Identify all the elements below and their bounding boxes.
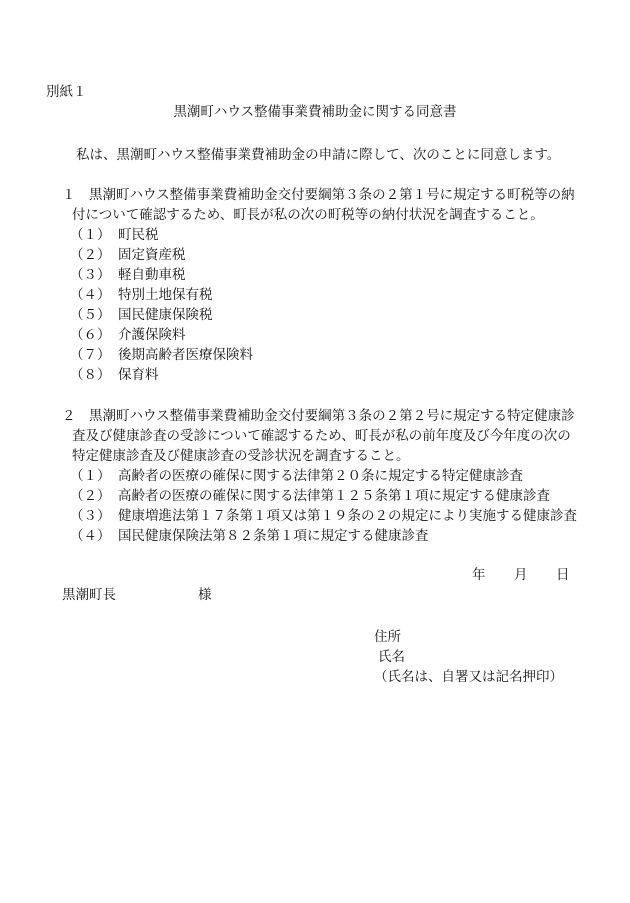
date-month-label: 月 xyxy=(514,567,528,583)
addressee-honorific: 様 xyxy=(198,587,212,603)
section-1-item-text: 特別土地保有税 xyxy=(118,287,213,303)
section-1-item-text: 介護保険料 xyxy=(118,327,186,343)
name-label: 氏名 xyxy=(378,649,405,665)
section-1-line-1: １ 黒潮町ハウス整備事業費補助金交付要綱第３条の２第１号に規定する町税等の納 xyxy=(62,187,575,203)
section-2-line-1: ２ 黒潮町ハウス整備事業費補助金交付要綱第３条の２第２号に規定する特定健康診 xyxy=(62,408,575,424)
section-2-item-num: （２） xyxy=(70,488,111,504)
signature-note: （氏名は、自署又は記名押印） xyxy=(374,669,563,685)
section-2-item-num: （４） xyxy=(70,528,111,544)
section-1-line-2: 付について確認するため、町長が私の次の町税等の納付状況を調査すること。 xyxy=(72,207,544,223)
section-2-item-text: 健康増進法第１７条第１項又は第１９条の２の規定により実施する健康診査 xyxy=(118,508,577,524)
section-1-item-text: 国民健康保険税 xyxy=(118,307,213,323)
section-2-item-text: 国民健康保険法第８２条第１項に規定する健康診査 xyxy=(118,528,429,544)
section-1-item-num: （１） xyxy=(70,227,111,243)
addressee: 黒潮町長 xyxy=(62,587,116,603)
section-1-item-text: 後期高齢者医療保険料 xyxy=(118,347,253,363)
section-1-item-text: 固定資産税 xyxy=(118,247,186,263)
document-title: 黒潮町ハウス整備事業費補助金に関する同意書 xyxy=(173,104,457,120)
section-1-item-num: （６） xyxy=(70,327,111,343)
section-2-item-num: （３） xyxy=(70,508,111,524)
section-1-item-num: （５） xyxy=(70,307,111,323)
intro-paragraph: 私は、黒潮町ハウス整備事業費補助金の申請に際して、次のことに同意します。 xyxy=(76,147,561,163)
section-1-item-num: （８） xyxy=(70,367,111,383)
section-2-line-3: 特定健康診査及び健康診査の受診状況を調査すること。 xyxy=(72,448,410,464)
section-1-item-num: （２） xyxy=(70,247,111,263)
section-1-item-text: 町民税 xyxy=(118,227,159,243)
section-1-item-num: （４） xyxy=(70,287,111,303)
date-day-label: 日 xyxy=(556,567,570,583)
section-1-item-text: 軽自動車税 xyxy=(118,267,186,283)
section-2-item-num: （１） xyxy=(70,468,111,484)
section-1-item-text: 保育料 xyxy=(118,367,159,383)
date-year-label: 年 xyxy=(472,567,486,583)
section-2-line-2: 査及び健康診査の受診について確認するため、町長が私の前年度及び今年度の次の xyxy=(72,428,571,444)
section-2-item-text: 高齢者の医療の確保に関する法律第２０条に規定する特定健康診査 xyxy=(118,468,523,484)
section-1-item-num: （３） xyxy=(70,267,111,283)
section-1-item-num: （７） xyxy=(70,347,111,363)
page-label: 別紙１ xyxy=(46,84,87,100)
address-label: 住所 xyxy=(374,629,401,645)
section-2-item-text: 高齢者の医療の確保に関する法律第１２５条第１項に規定する健康診査 xyxy=(118,488,550,504)
